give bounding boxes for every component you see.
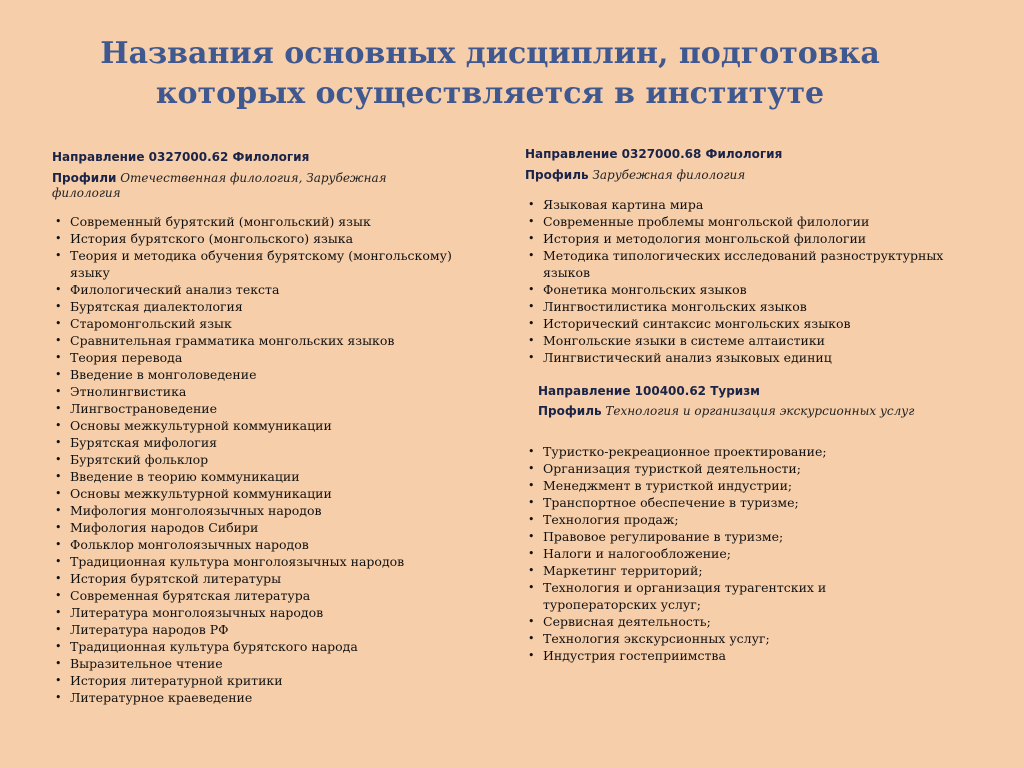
list-item: • Традиционная культура монголоязычных народов xyxy=(52,553,457,570)
list-item: • Старомонгольский язык xyxy=(52,315,457,332)
list-item: • Организация туристкой деятельности; xyxy=(525,460,865,477)
list-item: • Бурятский фольклор xyxy=(52,451,457,468)
list-item: • Выразительное чтение xyxy=(52,655,457,672)
list-item: • Монгольские языки в системе алтаистики xyxy=(525,332,965,349)
list-item: • Методика типологических исследований разноструктурных языков xyxy=(525,247,965,281)
list-item: • Введение в теорию коммуникации xyxy=(52,468,457,485)
right-top-profile xyxy=(525,168,985,183)
list-item: • Современные проблемы монгольской филологии xyxy=(525,213,965,230)
list-item: • Бурятская диалектология xyxy=(52,298,457,315)
list-item: • Мифология народов Сибири xyxy=(52,519,457,536)
list-item: • Теория перевода xyxy=(52,349,457,366)
list-item: • Современная бурятская литература xyxy=(52,587,457,604)
list-item: • Лингвострановедение xyxy=(52,400,457,417)
left-discipline-list xyxy=(52,213,457,706)
right-bottom-profile xyxy=(538,404,998,419)
list-item: • Лингвостилистика монгольских языков xyxy=(525,298,965,315)
left-profile-label: Профили xyxy=(52,171,117,185)
list-item: • Фонетика монгольских языков xyxy=(525,281,965,298)
list-item: • Транспортное обеспечение в туризме; xyxy=(525,494,865,511)
list-item: • Теория и методика обучения бурятскому (монгольскому) языку xyxy=(52,247,457,281)
list-item: • Сервисная деятельность; xyxy=(525,613,865,630)
left-direction: Направление 0327000.62 Филология xyxy=(52,150,310,164)
left-profile-value: Отечественная филология, Зарубежная филология xyxy=(52,171,387,200)
left-profile xyxy=(52,171,432,201)
list-item: • История бурятской литературы xyxy=(52,570,457,587)
list-item: • Технология экскурсионных услуг; xyxy=(525,630,865,647)
list-item: • Современный бурятский (монгольский) язык xyxy=(52,213,457,230)
list-item: • Технология и организация турагентских и туроператорских услуг; xyxy=(525,579,865,613)
list-item: • Литература народов РФ xyxy=(52,621,457,638)
list-item: • Сравнительная грамматика монгольских языков xyxy=(52,332,457,349)
list-item: • Введение в монголоведение xyxy=(52,366,457,383)
list-item: • Технология продаж; xyxy=(525,511,865,528)
right-top-discipline-list xyxy=(525,196,965,366)
list-item: • Основы межкультурной коммуникации xyxy=(52,417,457,434)
list-item: • Налоги и налогообложение; xyxy=(525,545,865,562)
list-item: • Индустрия гостеприимства xyxy=(525,647,865,664)
right-bottom-direction: Направление 100400.62 Туризм xyxy=(538,384,760,398)
list-item: • Туристко-рекреационное проектирование; xyxy=(525,443,865,460)
list-item: • Традиционная культура бурятского народа xyxy=(52,638,457,655)
list-item: • Филологический анализ текста xyxy=(52,281,457,298)
right-top-direction: Направление 0327000.68 Филология xyxy=(525,147,783,161)
list-item: • Мифология монголоязычных народов xyxy=(52,502,457,519)
list-item: • Менеджмент в туристкой индустрии; xyxy=(525,477,865,494)
page-title-line-2: которых осуществляется в институте xyxy=(155,76,825,111)
page-title-line-1: Названия основных дисциплин, подготовка xyxy=(100,36,880,71)
list-item: • Исторический синтаксис монгольских языков xyxy=(525,315,965,332)
list-item: • Основы межкультурной коммуникации xyxy=(52,485,457,502)
list-item: • Правовое регулирование в туризме; xyxy=(525,528,865,545)
list-item: • Фольклор монголоязычных народов xyxy=(52,536,457,553)
list-item: • История и методология монгольской филологии xyxy=(525,230,965,247)
right-bottom-profile-value: Технология и организация экскурсионных услуг xyxy=(605,404,915,418)
list-item: • Лингвистический анализ языковых единиц xyxy=(525,349,965,366)
list-item: • Литературное краеведение xyxy=(52,689,457,706)
page-title xyxy=(60,34,920,114)
list-item: • Литература монголоязычных народов xyxy=(52,604,457,621)
right-bottom-column xyxy=(538,383,998,419)
right-top-column xyxy=(525,146,985,366)
list-item: • Этнолингвистика xyxy=(52,383,457,400)
list-item: • История литературной критики xyxy=(52,672,457,689)
left-column xyxy=(52,149,472,706)
list-item: • История бурятского (монгольского) языка xyxy=(52,230,457,247)
right-bottom-profile-label: Профиль xyxy=(538,404,602,418)
right-top-profile-value: Зарубежная филология xyxy=(592,168,746,182)
right-bottom-discipline-list xyxy=(525,443,865,664)
right-top-profile-label: Профиль xyxy=(525,168,589,182)
list-item: • Маркетинг территорий; xyxy=(525,562,865,579)
list-item: • Бурятская мифология xyxy=(52,434,457,451)
list-item: • Языковая картина мира xyxy=(525,196,965,213)
